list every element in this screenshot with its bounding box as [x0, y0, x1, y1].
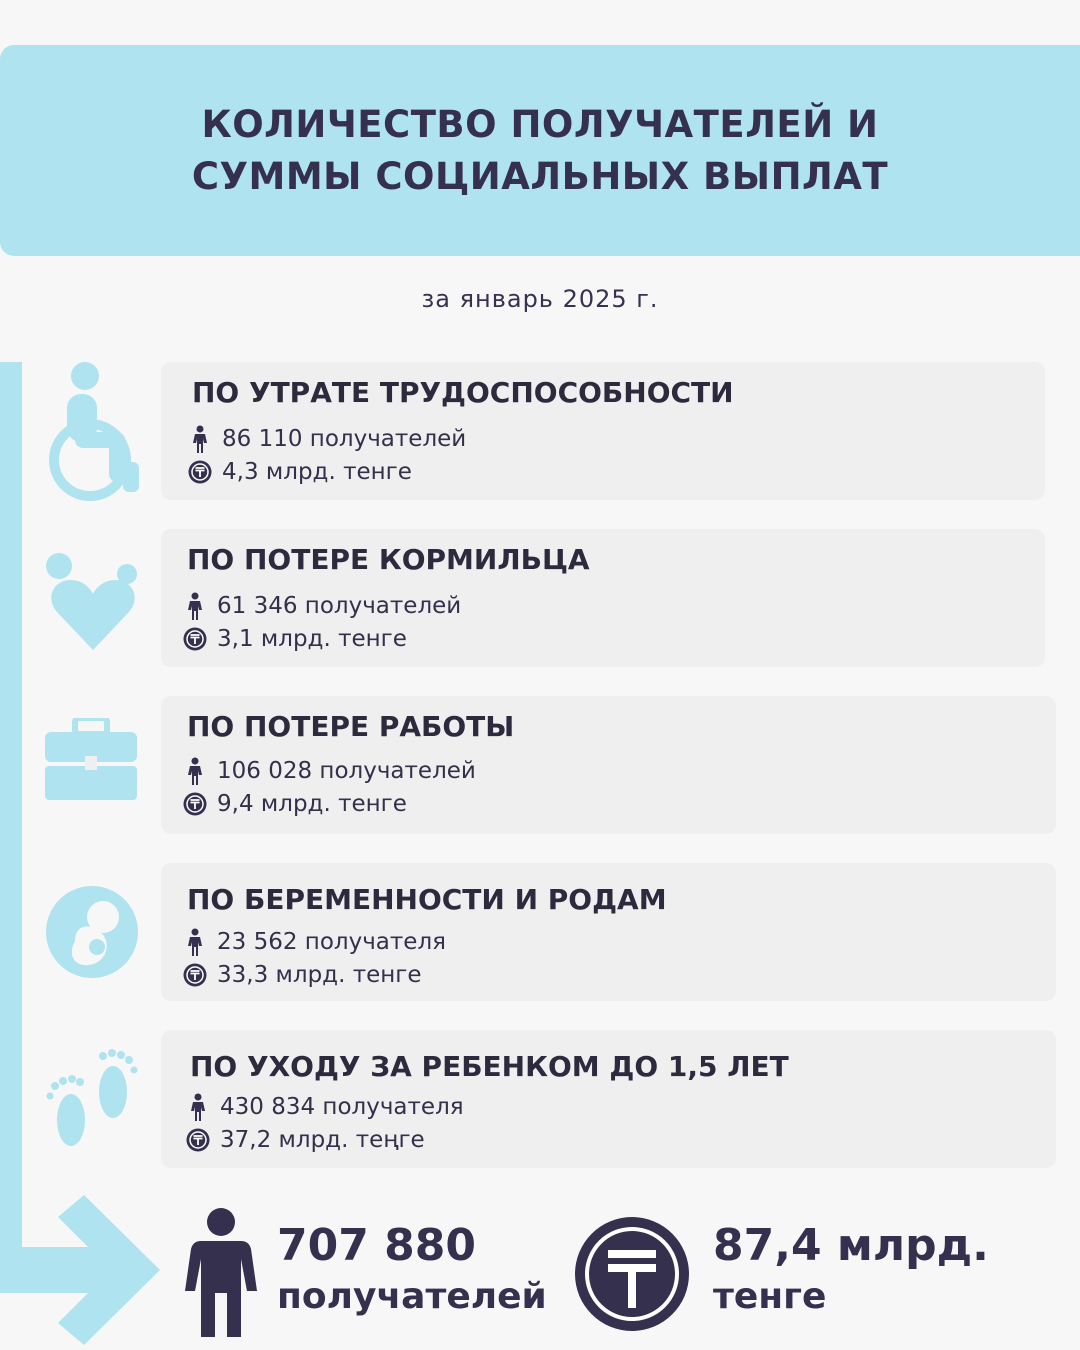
amount-value: 33,3 млрд. тенге: [217, 962, 422, 988]
wheelchair-icon: [45, 362, 140, 502]
recipients-row: [183, 758, 476, 784]
category-title: ПО УХОДУ ЗА РЕБЕНКОМ ДО 1,5 ЛЕТ: [190, 1050, 789, 1083]
family-heart-icon: [45, 552, 140, 652]
person-icon: [188, 427, 212, 451]
category-title: ПО ПОТЕРЕ РАБОТЫ: [187, 710, 515, 743]
amount-value: 9,4 млрд. тенге: [217, 791, 407, 817]
recipients-value: 23 562 получателя: [217, 929, 446, 955]
category-card-disability: [161, 362, 1045, 500]
tenge-coin-icon: [183, 792, 207, 816]
amount-value: 3,1 млрд. тенге: [217, 626, 407, 652]
recipients-row: [183, 929, 446, 955]
category-title: ПО БЕРЕМЕННОСТИ И РОДАМ: [187, 883, 667, 916]
recipients-value: 106 028 получателей: [217, 758, 476, 784]
total-recipients-label: получателей: [277, 1276, 547, 1317]
page-title-line-1: КОЛИЧЕСТВО ПОЛУЧАТЕЛЕЙ И: [201, 102, 879, 146]
category-card-childcare: [161, 1030, 1056, 1168]
page-title-line-2: СУММЫ СОЦИАЛЬНЫХ ВЫПЛАТ: [191, 154, 889, 198]
total-amount-label: тенге: [713, 1276, 827, 1317]
total-recipients-value: 707 880: [277, 1220, 477, 1271]
category-card-maternity: [161, 863, 1056, 1001]
recipients-row: [183, 593, 461, 619]
tenge-coin-icon: [183, 627, 207, 651]
person-icon: [185, 1207, 257, 1337]
timeline-arrow-icon: [0, 1195, 165, 1345]
recipients-row: [188, 426, 466, 452]
recipients-value: 86 110 получателей: [222, 426, 467, 452]
person-icon: [183, 930, 207, 954]
period-label: за январь 2025 г.: [421, 285, 659, 313]
briefcase-icon: [45, 718, 137, 800]
person-icon: [183, 759, 207, 783]
person-icon: [183, 594, 207, 618]
baby-feet-icon: [45, 1048, 140, 1148]
tenge-coin-icon: [186, 1128, 210, 1152]
recipients-value: 430 834 получателя: [220, 1094, 464, 1120]
category-card-breadwinner: [161, 529, 1045, 667]
amount-row: [188, 459, 412, 485]
header-banner: [0, 45, 1080, 256]
category-card-job-loss: [161, 696, 1056, 834]
tenge-coin-icon: [188, 460, 212, 484]
person-icon: [186, 1095, 210, 1119]
category-title: ПО ПОТЕРЕ КОРМИЛЬЦА: [187, 543, 590, 576]
tenge-coin-icon: [575, 1217, 689, 1331]
fetus-icon: [45, 885, 140, 980]
amount-value: 4,3 млрд. тенге: [222, 459, 412, 485]
amount-row: [186, 1127, 425, 1153]
amount-value: 37,2 млрд. теңге: [220, 1127, 425, 1153]
amount-row: [183, 962, 422, 988]
total-amount-value: 87,4 млрд.: [713, 1220, 989, 1271]
amount-row: [183, 626, 407, 652]
timeline-bar: [0, 362, 22, 1270]
category-title: ПО УТРАТЕ ТРУДОСПОСОБНОСТИ: [192, 376, 734, 409]
recipients-row: [186, 1094, 464, 1120]
recipients-value: 61 346 получателей: [217, 593, 462, 619]
tenge-coin-icon: [183, 963, 207, 987]
amount-row: [183, 791, 407, 817]
